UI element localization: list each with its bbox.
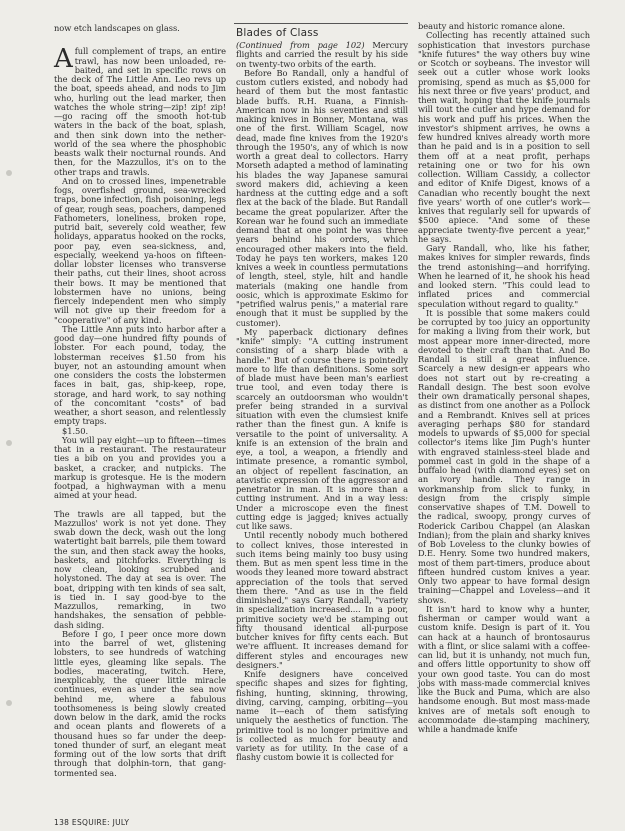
section-title: Blades of Class [236, 27, 319, 39]
paragraph: Afull complement of traps, an entire trawl, has now been unloaded, re-baited, and set in specific rows on the deck of The Little Ann. Leo revs up the boat, speeds ahead, and nods to Jim who, hurling out the lead marker, then watches the whole string—zip! zip! zip!—go racing off the smooth hot-tub waters in the back of the boat, splash, and then sink down into the nether-world of the sea where the phosphobic beasts walk their nocturnal rounds. And then, for the Mazzullos, it's on to the other traps and trawls. [54, 44, 226, 177]
paragraph: You will pay eight—up to fifteen—times that in a restaurant. The restaurateur ties a bib on you and provides you a basket, a cracker, and nutpicks. The markup is grotesque. He is the modern footpad, a highwayman with a menu aimed at your head. [54, 434, 226, 501]
paragraph: The trawls are all tapped, but the Mazzullos' work is not yet done. They swab down the deck, wash out the long watertight bait barrels, pile them toward the sun, and then stack away the hooks, baskets, and pitchforks. Everything is now clean, looking scrubbed and holystoned. The day at sea is over. The boat, dripping with ten kinds of sea salt, is tied in. I say good-bye to the Mazzullos, remarking, in two handshakes, the sensation of pebble-dash siding. [54, 508, 226, 630]
page-footer: 138 ESQUIRE: JULY [54, 818, 130, 827]
paragraph: Knife designers have conceived specific shapes and sizes for fighting, fishing, hunting, skinning, throwing, diving, carving, camping, orbiting—you name it—each of them satisfying uniquely the aesthetics of function. The primitive tool is no longer primitive and is collected as much for beauty and variety as for utility. In the case of a flashy custom bowie it is collected for [236, 669, 408, 763]
paragraph: Collecting has recently attained such sophistication that investors purchase "knife futures" the way others buy wine or Scotch or soybeans. The investor will seek out a cutler whose work looks promising, spend as much as $5,000 for his next three or five years' product, and then wait, hoping that the knife journals will tout the cutler and hype demand for his work and puff his prices. When the investor's shipment arrives, he owns a few hundred knives already worth more than he paid and is in a position to sell them off at a neat profit, perhaps retaining one or two for his own collection. William Cassidy, a collector and editor of Knife Digest, knows of a Canadian who recently bought the next five years' worth of one cutler's work—knives that regularly sell for upwards of $500 apiece. "And some of these appreciate twenty-five percent a year," he says. [418, 30, 590, 244]
binding-hole-mark [6, 170, 12, 176]
paragraph: (Continued from page 102) Mercury flights and carried the result by his side on twenty-two orbits of the earth. [236, 40, 409, 69]
paragraph: The Little Ann puts into harbor after a good day—one hundred fifty pounds of lobster. For each pound, today, the lobsterman receives $1.50 from his buyer, not an astounding amount when one considers the costs the lobstermen faces in bait, gas, ship-keep, rope, storage, and hard work, to say nothing of the concomitant "costs" of bad weather, a short season, and relentlessly empty traps. [54, 323, 226, 427]
header-rule [234, 23, 408, 24]
paragraph: My paperback dictionary defines "knife" simply: "A cutting instrument consisting of a sharp blade with a handle." But of course there is pointedly more to life than definitions. Some sort of blade must have been man's earliest true tool, and even today there is scarcely an outdoorsman who wouldn't prefer being stranded in a survival situation with even the clumsiest knife rather than the finest gun. A knife is versatile to the point of universality. A knife is an extension of the brain and eye, a tool, a weapon, a friendly and intimate presence, a romantic symbol, an object of repellent fascination, an atavistic expression of the aggressor and penetrator in man. It is more than a cutting instrument. And in a way less: Under a microscope even the finest cutting edge is jagged; knives actually cut like saws. [236, 326, 408, 531]
column-2 [236, 41, 408, 763]
drop-cap: A [54, 44, 73, 75]
paragraph: now etch landscapes on glass. [54, 23, 180, 33]
paragraph: It is possible that some makers could be corrupted by too juicy an opportunity for making a living from their work, but most appear more inner-directed, more devoted to their craft than that. And Bo Randall is still a great influence. Scarcely a new design-er appears who does not start out by re-creating a Randall design. The best soon evolve their own dramatically personal shapes, as distinct from one another as a Pollock and a Rembrandt. Knives sell at prices averaging perhaps $80 for standard models to upwards of $5,000 for special collector's items like Jim Pugh's hunter with engraved stainless-steel blade and pommel cast in gold in the shape of a buffalo head (with diamond eyes) set on an ivory handle. They range in workmanship from slick to funky, in design from the crisply simple conservative shapes of T.M. Dowell to the radical, swoopy, prongy curves of Roderick Caribou Chappel (an Alaskan Indian); from the plain and sharky knives of Bob Loveless to the clunky bowies of D.E. Henry. Some two hundred makers, most of them part-timers, produce about fifteen hundred custom knives a year. Only two appear to have formal design training—Chappel and Loveless—and it shows. [418, 307, 590, 605]
continued-note: (Continued from page 102) [236, 40, 365, 50]
paragraph: It isn't hard to know why a hunter, fisherman or camper would want a custom knife. Design is part of it. You can hack at a haunch of brontosaurus with a flint, or slice salami with a coffee-can lid, but it is unhandy, not much fun, and offers little opportunity to show off your own good taste. You can do most jobs with mass-made commercial knives like the Buck and Puma, which are also handsome enough. But most mass-made knives are of metals soft enough to accommodate die-stamping machinery, while a handmade knife [418, 603, 590, 734]
column-3 [418, 22, 590, 734]
paragraph: Until recently nobody much bothered to collect knives, those interested in such items being mainly too busy using them. But as men spent less time in the woods they leaned more toward abstract appreciation of the tools that served them there. "And as use in the field diminished," says Gary Randall, "variety in specialization increased.... In a poor, primitive society we'd be stamping out fifty thousand identical all-purpose butcher knives for fifty cents each. But we're affluent. It increases demand for different styles and encourages new designers." [236, 530, 408, 670]
paragraph: $1.50. [62, 425, 89, 436]
paragraph: Gary Randall, who, like his father, makes knives for simpler rewards, finds the trend astonishing—and horrifying. When he learned of it, he shook his head and looked stern. "This could lead to inflated prices and commercial speculation without regard to quality." [418, 243, 590, 309]
paragraph: beauty and historic romance alone. [418, 21, 565, 31]
column-1 [54, 24, 226, 778]
paragraph: And on to crossed lines, impenetrable fogs, overfished ground, sea-wrecked traps, bone infection, fish poisoning, legs of gear, rough seas, poachers, dampened Fathometers, loneliness, broken rope, putrid bait, severely cold weather, few holidays, apparatus hooked on the rocks, poor pay, even sea-sickness, and, especially, weekend ya-hoos on fifteen-dollar lobster licenses who transverse their paths, cut their lines, shoot across their bows. It may be mentioned that lobstermen have no unions, being fiercely independent men who simply will not give up their freedom for a "cooperative" of any kind. [54, 175, 226, 325]
binding-hole-mark [6, 440, 12, 446]
paragraph: Before Bo Randall, only a handful of custom cutlers existed, and nobody had heard of them but the most fantastic blade buffs. R.H. Ruana, a Finnish-American now in his seventies and still making knives in Bonner, Montana, was one of the first. William Scagel, now dead, made fine knives from the 1920's through the 1950's, any of which is now worth a great deal to collectors. Harry Morseth adapted a method of laminating his blades the way Japanese samurai sword makers did, achieving a keen hardness at the cutting edge and a soft flex at the back of the blade. But Randall became the great popularizer. After the Korean war he found such an immediate demand that at one point he was three years behind his orders, which encouraged other makers into the field. Today he pays ten workers, makes 120 knives a week in countless permutations of length, steel, style, hilt and handle materials (making one handle from oosic, which is approximate Eskimo for "petrified walrus penis," a material rare enough that it must be supplied by the customer). [236, 67, 408, 328]
binding-hole-mark [6, 700, 12, 706]
paragraph: Before I go, I peer once more down into the barrel of wet, glistening lobsters, to see hundreds of watching little eyes, gleaming like sepals. The bodies, macerating, twitch. Here, inexplicably, the queer little miracle continues, even as under the sea now behind me, where a fabulous toothsomeness is being slowly created down below in the dark, amid the rocks and ocean plants and flowerets of a thousand hues so far under the deep-toned thunder of surf, an elegant meat forming out of the low sorts that drift through that dolphin-torn, that gang-tormented sea. [54, 628, 226, 778]
